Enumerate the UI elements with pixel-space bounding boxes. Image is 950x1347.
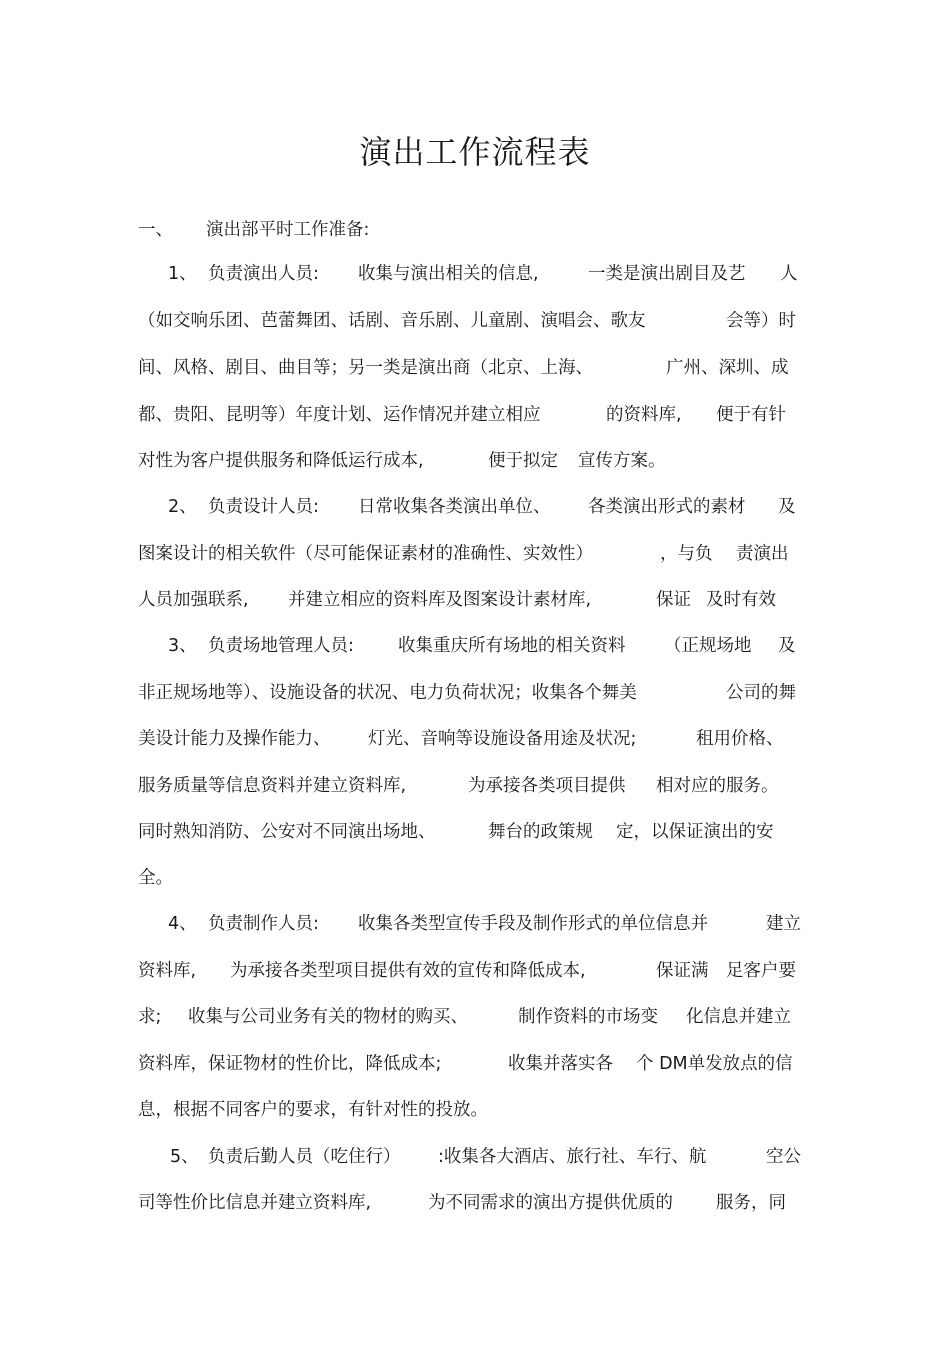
item-3-line-6	[0, 862, 950, 894]
text-segment: 司等性价比信息并建立资料库,	[138, 1193, 372, 1213]
text-segment: 资料库，保证物材的性价比，降低成本;	[138, 1054, 442, 1074]
text-segment: 间、风格、剧目、曲目等；另一类是演出商（北京、上海、	[138, 358, 593, 378]
item-number: 2、	[168, 497, 197, 517]
item-2-line-1	[0, 491, 950, 523]
text-segment: 一类是演出剧目及艺	[588, 264, 746, 284]
item-2-line-3	[0, 584, 950, 616]
text-segment: 足客户要	[726, 961, 796, 981]
text-segment: 负责演出人员:	[208, 264, 319, 284]
text-segment: 个 DM单发放点的信	[636, 1054, 793, 1074]
text-segment: 灯光、音响等设施设备用途及状况;	[368, 729, 637, 749]
text-segment: 公司的舞	[726, 683, 796, 703]
text-segment: 相对应的服务。	[656, 776, 779, 796]
text-segment: 息，根据不同客户的要求，有针对性的投放。	[138, 1100, 488, 1120]
item-3-line-1	[0, 630, 950, 662]
text-segment: 对性为客户提供服务和降低运行成本,	[138, 451, 424, 471]
text-segment: 服务质量等信息资料并建立资料库,	[138, 776, 407, 796]
item-1-line-2	[0, 305, 950, 337]
text-segment: ，与负	[660, 544, 713, 564]
text-segment: 为承接各类型项目提供有效的宣传和降低成本,	[230, 961, 586, 981]
item-number: 3、	[168, 636, 197, 656]
text-segment: 租用价格、	[696, 729, 784, 749]
text-segment: 保证满	[656, 961, 709, 981]
text-segment: 及	[778, 636, 796, 656]
item-4-line-1	[0, 908, 950, 940]
text-segment: 化信息并建立	[686, 1007, 791, 1027]
item-3-line-3	[0, 723, 950, 755]
text-segment: 为承接各类项目提供	[468, 776, 626, 796]
text-segment: 宣传方案。	[578, 451, 666, 471]
text-segment: 负责后勤人员（吃住行）	[208, 1147, 401, 1167]
text-segment: 服务，同	[716, 1193, 786, 1213]
section-number: 一、	[138, 220, 173, 240]
text-segment: 便于拟定	[488, 451, 558, 471]
item-4-line-4	[0, 1048, 950, 1080]
text-segment: 负责场地管理人员:	[208, 636, 354, 656]
text-segment: 收集各类型宣传手段及制作形式的单位信息并	[358, 914, 708, 934]
item-1-line-1	[0, 258, 950, 290]
text-segment: :收集各大酒店、旅行社、车行、航	[438, 1147, 707, 1167]
text-segment: 便于有针	[716, 405, 786, 425]
item-number: 5、	[170, 1147, 199, 1167]
text-segment: 为不同需求的演出方提供优质的	[428, 1193, 673, 1213]
text-segment: 日常收集各类演出单位、	[358, 497, 551, 517]
item-5-line-2	[0, 1187, 950, 1219]
text-segment: 图案设计的相关软件（尽可能保证素材的准确性、实效性）	[138, 544, 593, 564]
text-segment: 舞台的政策规	[488, 822, 593, 842]
text-segment: 负责制作人员:	[208, 914, 319, 934]
item-2-line-2	[0, 538, 950, 570]
text-segment: 定，以保证演出的安	[616, 822, 774, 842]
item-1-line-4	[0, 399, 950, 431]
text-segment: （如交响乐团、芭蕾舞团、话剧、音乐剧、儿童剧、演唱会、歌友	[138, 311, 646, 331]
text-segment: 人员加强联系,	[138, 590, 249, 610]
text-segment: 及	[778, 497, 796, 517]
item-number: 4、	[168, 914, 197, 934]
text-segment: 人	[780, 264, 798, 284]
text-segment: 全。	[138, 868, 173, 888]
text-segment: 责演出	[736, 544, 789, 564]
item-3-line-5	[0, 816, 950, 848]
item-1-line-3	[0, 352, 950, 384]
text-segment: 各类演出形式的素材	[588, 497, 746, 517]
text-segment: 负责设计人员:	[208, 497, 319, 517]
item-5-line-1	[0, 1141, 950, 1173]
text-segment: 并建立相应的资料库及图案设计素材库,	[288, 590, 592, 610]
item-4-line-2	[0, 955, 950, 987]
item-number: 1、	[168, 264, 197, 284]
text-segment: （正规场地	[664, 636, 752, 656]
text-segment: 都、贵阳、昆明等）年度计划、运作情况并建立相应	[138, 405, 541, 425]
text-segment: 空公	[766, 1147, 801, 1167]
text-segment: 收集与公司业务有关的物材的购买、	[188, 1007, 468, 1027]
text-segment: 广州、深圳、成	[666, 358, 789, 378]
section-heading	[0, 214, 950, 246]
text-segment: 收集并落实各	[508, 1054, 613, 1074]
item-1-line-5	[0, 445, 950, 477]
text-segment: 建立	[766, 914, 801, 934]
text-segment: 收集重庆所有场地的相关资料	[398, 636, 626, 656]
text-segment: 的资料库,	[606, 405, 682, 425]
text-segment: 资料库,	[138, 961, 197, 981]
section-title: 演出部平时工作准备:	[206, 220, 370, 240]
item-4-line-5	[0, 1094, 950, 1126]
text-segment: 保证	[656, 590, 691, 610]
text-segment: 求;	[138, 1007, 162, 1027]
item-4-line-3	[0, 1001, 950, 1033]
text-segment: 美设计能力及操作能力、	[138, 729, 331, 749]
item-3-line-4	[0, 770, 950, 802]
text-segment: 同时熟知消防、公安对不同演出场地、	[138, 822, 436, 842]
page-title: 演出工作流程表	[359, 133, 591, 171]
text-segment: 及时有效	[706, 590, 776, 610]
text-segment: 制作资料的市场变	[518, 1007, 658, 1027]
text-segment: 非正规场地等）、设施设备的状况、电力负荷状况；收集各个舞美	[138, 683, 637, 703]
text-segment: 会等）时	[726, 311, 796, 331]
item-3-line-2	[0, 677, 950, 709]
text-segment: 收集与演出相关的信息,	[358, 264, 539, 284]
